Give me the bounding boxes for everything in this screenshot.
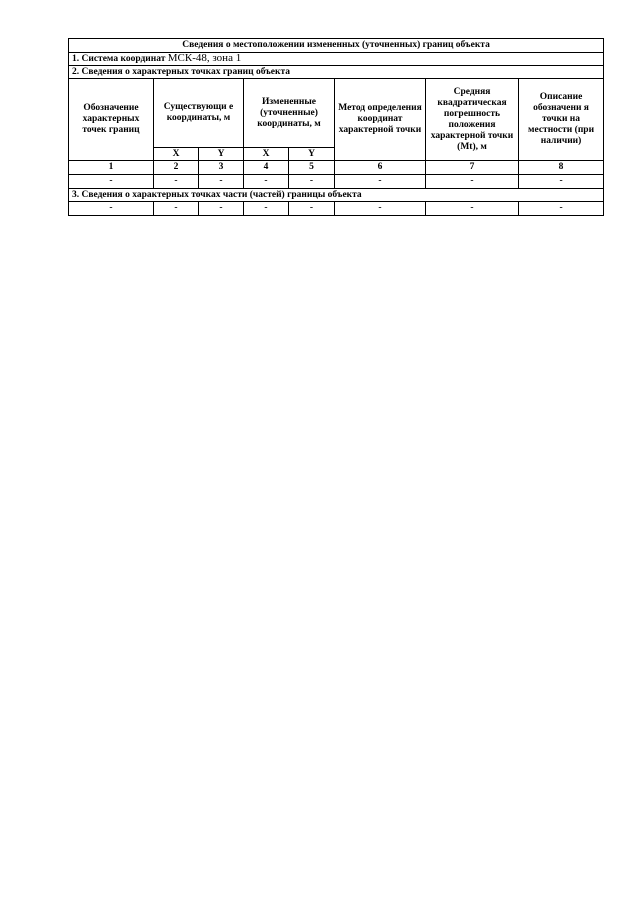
column-number: 1 (69, 161, 154, 175)
table-cell: - (154, 175, 199, 189)
column-number: 3 (199, 161, 244, 175)
header-existing-coords: Существующи е координаты, м (154, 79, 244, 148)
column-number: 5 (289, 161, 335, 175)
table-cell: - (426, 175, 519, 189)
table-row (69, 202, 604, 216)
table-cell: - (69, 202, 154, 216)
table-cell: - (519, 175, 604, 189)
table-cell: - (335, 175, 426, 189)
column-number: 7 (426, 161, 519, 175)
table-cell: - (289, 175, 335, 189)
column-numbers-row (69, 161, 604, 175)
table-cell: - (154, 202, 199, 216)
header-row (69, 79, 604, 148)
section1-row (69, 53, 604, 66)
boundary-points-table (68, 38, 604, 216)
header-point-designation: Обозначение характерных точек границ (69, 79, 154, 161)
header-accuracy: Средняя квадратическая погрешность положения характерной точки (Mt), м (426, 79, 519, 161)
column-number: 6 (335, 161, 426, 175)
header-changed-coords: Измененные (уточненные) координаты, м (244, 79, 335, 148)
header-method: Метод определения координат характерной точки (335, 79, 426, 161)
section3-label: 3. Сведения о характерных точках части (частей) границы объекта (69, 189, 604, 202)
table-cell: - (335, 202, 426, 216)
table-cell: - (244, 175, 289, 189)
table-row (69, 175, 604, 189)
table-cell: - (426, 202, 519, 216)
section3-row (69, 189, 604, 202)
section2-row (69, 66, 604, 79)
header-description: Описание обозначени я точки на местности (при наличии) (519, 79, 604, 161)
table-title-row (69, 39, 604, 53)
table-cell: - (244, 202, 289, 216)
section1-cell (69, 53, 604, 66)
subheader-x-changed: X (244, 148, 289, 161)
subheader-y-changed: Y (289, 148, 335, 161)
table-title: Сведения о местоположении измененных (уточненных) границ объекта (69, 39, 604, 53)
column-number: 4 (244, 161, 289, 175)
table-cell: - (289, 202, 335, 216)
section1-label: 1. Система координат (72, 54, 166, 64)
column-number: 8 (519, 161, 604, 175)
table-cell: - (199, 175, 244, 189)
subheader-x-existing: X (154, 148, 199, 161)
table-cell: - (519, 202, 604, 216)
section1-value: МСК-48, зона 1 (167, 52, 242, 64)
column-number: 2 (154, 161, 199, 175)
section2-label: 2. Сведения о характерных точках границ объекта (69, 66, 604, 79)
subheader-y-existing: Y (199, 148, 244, 161)
table-cell: - (69, 175, 154, 189)
table-cell: - (199, 202, 244, 216)
